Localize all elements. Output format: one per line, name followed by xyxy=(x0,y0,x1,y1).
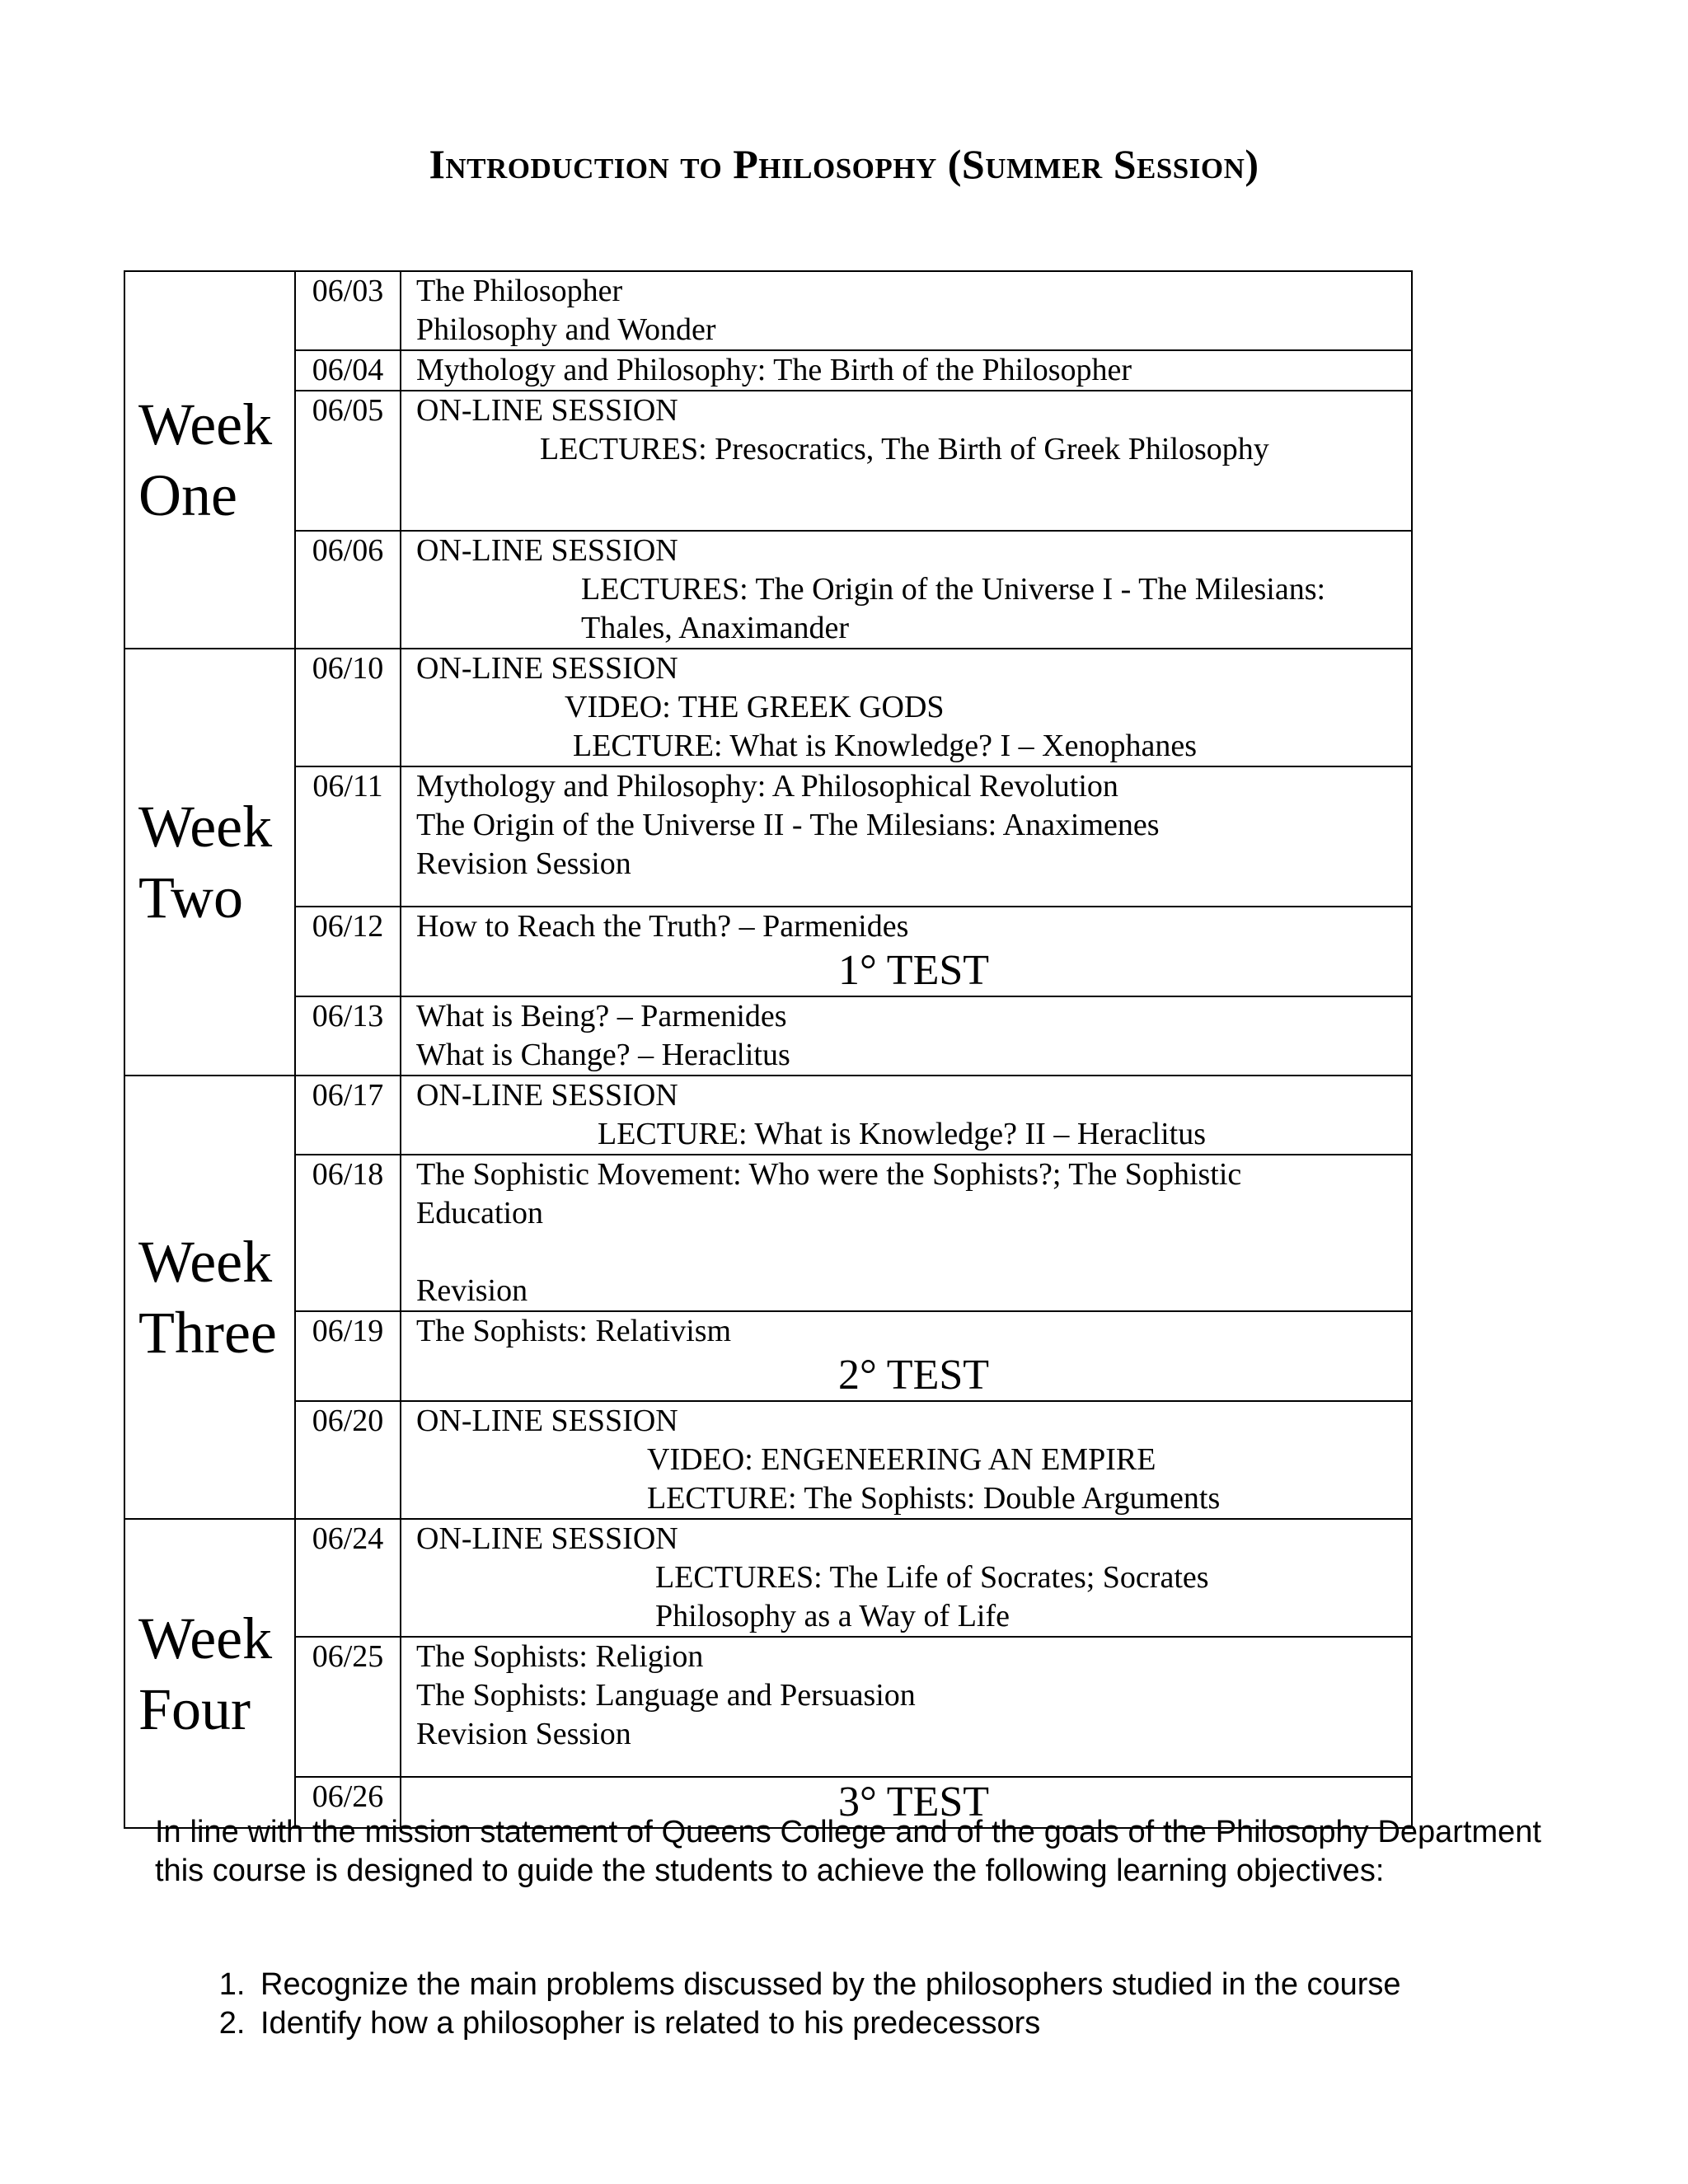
table-row xyxy=(124,1519,1412,1637)
table-row xyxy=(124,996,1412,1076)
objectives-list xyxy=(155,1966,1655,2043)
session-topic: How to Reach the Truth? – Parmenides 1° TEST xyxy=(401,907,1412,996)
session-topic: Mythology and Philosophy: The Birth of the Philosopher xyxy=(401,350,1412,391)
test-label: 2° TEST xyxy=(837,1352,990,1399)
session-topic: The Sophists: Relativism 2° TEST xyxy=(401,1311,1412,1401)
week-one-label: Week One xyxy=(124,271,295,649)
session-date: 06/05 xyxy=(295,391,401,531)
session-topic: ON-LINE SESSION VIDEO: ENGENEERING AN EMPIRE LECTURE: The Sophists: Double Arguments xyxy=(401,1401,1412,1519)
session-topic: ON-LINE SESSION LECTURES: The Origin of the Universe I - The Milesians: Thales, Anaximander xyxy=(401,531,1412,649)
table-row xyxy=(124,1637,1412,1777)
session-date: 06/17 xyxy=(295,1076,401,1155)
list-item: 2. Identify how a philosopher is related to his predecessors xyxy=(254,2004,1655,2043)
table-row xyxy=(124,649,1412,766)
session-date: 06/20 xyxy=(295,1401,401,1519)
table-row xyxy=(124,1401,1412,1519)
test-label: 1° TEST xyxy=(837,947,990,994)
session-topic: The Sophistic Movement: Who were the Sophists?; The Sophistic Education Revision xyxy=(401,1155,1412,1311)
session-date: 06/12 xyxy=(295,907,401,996)
week-three-label: Week Three xyxy=(124,1076,295,1519)
session-topic: Mythology and Philosophy: A Philosophical Revolution The Origin of the Universe II - The Milesians: Anaximenes Revision Session xyxy=(401,766,1412,907)
session-date: 06/13 xyxy=(295,996,401,1076)
session-date: 06/18 xyxy=(295,1155,401,1311)
table-row xyxy=(124,391,1412,531)
session-date: 06/11 xyxy=(295,766,401,907)
session-topic: ON-LINE SESSION LECTURES: The Life of Socrates; Socrates Philosophy as a Way of Life xyxy=(401,1519,1412,1637)
session-date: 06/04 xyxy=(295,350,401,391)
session-date: 06/26 xyxy=(295,1777,401,1828)
session-date: 06/10 xyxy=(295,649,401,766)
session-topic: ON-LINE SESSION LECTURE: What is Knowledge? II – Heraclitus xyxy=(401,1076,1412,1155)
test-label: 3° TEST xyxy=(837,1779,990,1825)
table-row xyxy=(124,531,1412,649)
session-date: 06/25 xyxy=(295,1637,401,1777)
table-row xyxy=(124,1076,1412,1155)
session-date: 06/24 xyxy=(295,1519,401,1637)
table-row xyxy=(124,1155,1412,1311)
session-topic: ON-LINE SESSION VIDEO: THE GREEK GODS LECTURE: What is Knowledge? I – Xenophanes xyxy=(401,649,1412,766)
table-row xyxy=(124,271,1412,350)
session-date: 06/03 xyxy=(295,271,401,350)
schedule-table xyxy=(124,270,1413,1829)
table-row xyxy=(124,350,1412,391)
session-topic: The Sophists: Religion The Sophists: Language and Persuasion Revision Session xyxy=(401,1637,1412,1777)
mission-statement: In line with the mission statement of Queens College and of the goals of the Philosophy Department this course is designed to guide the students to achieve the following learning objectives: xyxy=(155,1815,1541,1888)
table-row xyxy=(124,1311,1412,1401)
list-item: 1. Recognize the main problems discussed by the philosophers studied in the course xyxy=(254,1966,1655,2004)
table-row xyxy=(124,907,1412,996)
session-topic: What is Being? – Parmenides What is Change? – Heraclitus xyxy=(401,996,1412,1076)
session-topic: The Philosopher Philosophy and Wonder xyxy=(401,271,1412,350)
week-two-label: Week Two xyxy=(124,649,295,1076)
session-date: 06/19 xyxy=(295,1311,401,1401)
session-topic: ON-LINE SESSION LECTURES: Presocratics, The Birth of Greek Philosophy xyxy=(401,391,1412,531)
page-title: Introduction to Philosophy (Summer Session) xyxy=(429,141,1259,187)
week-four-label: Week Four xyxy=(124,1519,295,1828)
table-row xyxy=(124,766,1412,907)
session-date: 06/06 xyxy=(295,531,401,649)
